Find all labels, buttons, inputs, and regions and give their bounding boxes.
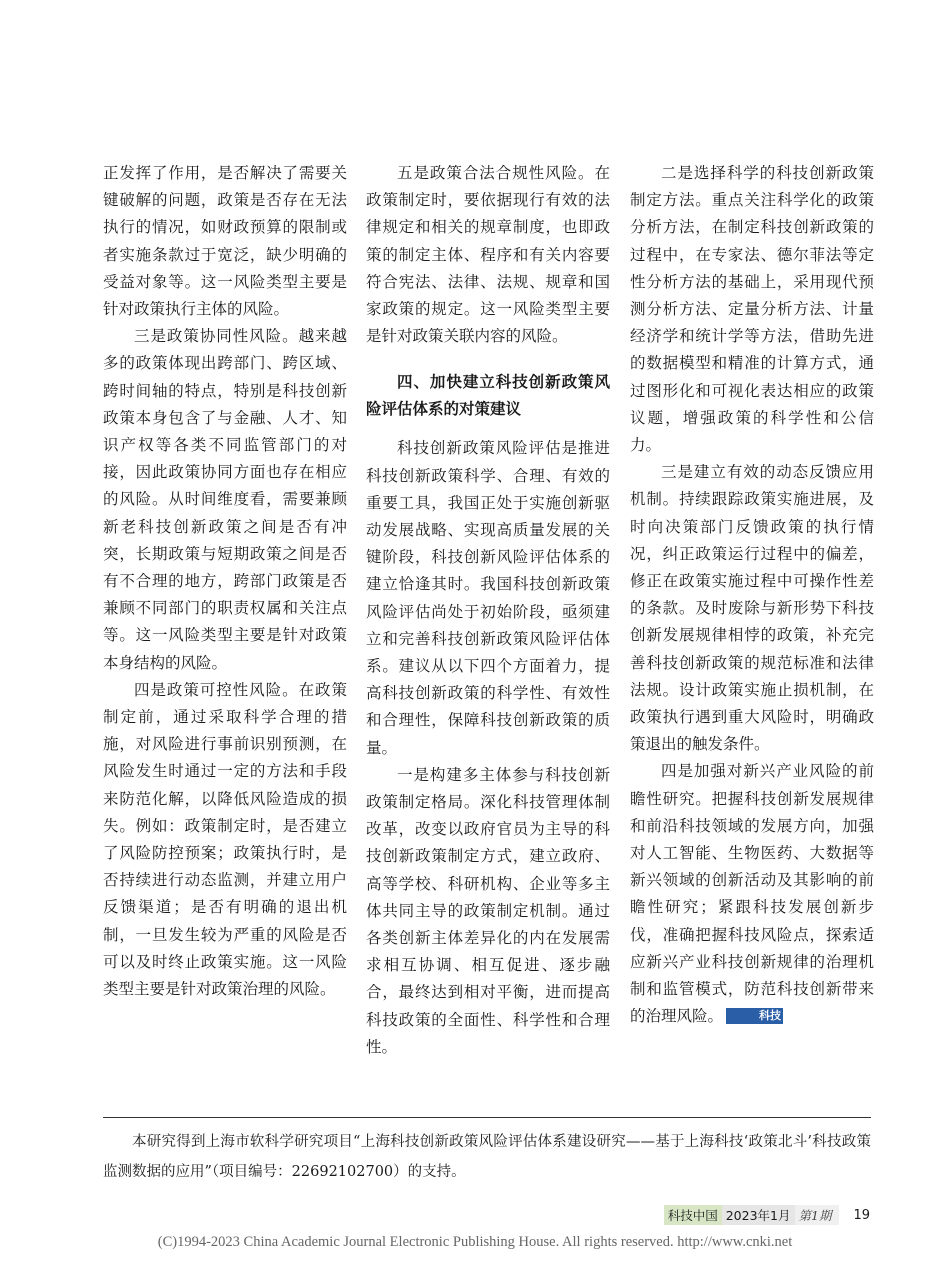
paragraph: 科技创新政策风险评估是推进科技创新政策科学、合理、有效的重要工具，我国正处于实施创新驱动发展战略、实现高质量发展的关键阶段，科技创新风险评估体系的建立恰逢其时。我国科技创新政策风险评估尚处于初始阶段，亟须建立和完善科技创新政策风险评估体系。建议从以下四个方面着力，提高科技创新政策的科学性、有效性和合理性，保障科技创新政策的质量。 xyxy=(366,439,610,757)
paragraph: 四是政策可控性风险。在政策制定前，通过采取科学合理的措施，对风险进行事前识别预测，在风险发生时通过一定的方法和手段来防范化解，以降低风险造成的损失。例如：政策制定时，是否建立了风险防控预案；政策执行时，是否持续进行动态监测，并建立用户反馈渠道；是否有明确的退出机制，一旦发生较为严重的风险是否可以及时终止政策实施。这一风险类型主要是针对政策治理的风险。 xyxy=(103,680,347,999)
paragraph: 三是政策协同性风险。越来越多的政策体现出跨部门、跨区域、跨时间轴的特点，特别是科技创新政策本身包含了与金融、人才、知识产权等各类不同监管部门的对接，因此政策协同方面也存在相应的风险。从时间维度看，需要兼顾新老科技创新政策之间是否有冲突，长期政策与短期政策之间是否有不合理的地方，跨部门政策是否兼顾不同部门的职责权属和关注点等。这一风险类型主要是针对政策本身结构的风险。 xyxy=(103,327,347,672)
section-heading: 四、加快建立科技创新政策风险评估体系的对策建议 xyxy=(366,373,610,419)
journal-name: 科技中国 xyxy=(664,1205,722,1225)
text-column-right xyxy=(630,160,874,1031)
paragraph-final xyxy=(630,758,874,1030)
paragraph: 五是政策合法合规性风险。在政策制定时，要依据现行有效的法律规定和相关的规章制度，也即政策的制定主体、程序和有关内容要符合宪法、法律、法规、规章和国家政策的规定。这一风险类型主要是针对政策关联内容的风险。 xyxy=(366,164,610,346)
text-column-middle xyxy=(366,160,610,1061)
paragraph: 一是构建多主体参与科技创新政策制定格局。深化科技管理体制改革，改变以政府官员为主导的科技创新政策制定方式，建立政府、高等学校、科研机构、企业等多主体共同主导的政策制定机制。通过各类创新主体差异化的内在发展需求相互协调、相互促进、逐步融合，最终达到相对平衡，进而提高科技政策的全面性、科学性和合理性。 xyxy=(366,765,610,1056)
footnote-divider xyxy=(103,1117,871,1118)
copyright-line: (C)1994-2023 China Academic Journal Electronic Publishing House. All rights reserved. http://www.cnki.net xyxy=(157,1234,793,1250)
page-footer xyxy=(664,1206,870,1224)
paragraph: 正发挥了作用，是否解决了需要关键破解的问题，政策是否存在无法执行的情况，如财政预算的限制或者实施条款过于宽泛，缺少明确的受益对象等。这一风险类型主要是针对政策执行主体的风险。 xyxy=(103,164,347,319)
footnote: 本研究得到上海市软科学研究项目“上海科技创新政策风险评估体系建设研究——基于上海科技‘政策北斗’科技政策监测数据的应用”（项目编号：22692102700）的支持。 xyxy=(103,1134,871,1180)
page-number: 19 xyxy=(853,1207,870,1223)
paragraph: 三是建立有效的动态反馈应用机制。持续跟踪政策实施进展，及时向决策部门反馈政策的执行情况，纠正政策运行过程中的偏差，修正在政策实施过程中可操作性差的条款。及时废除与新形势下科技创新发展规律相悖的政策，补充完善科技创新政策的规范标准和法律法规。设计政策实施止损机制，在政策执行遇到重大风险时，明确政策退出的触发条件。 xyxy=(630,463,874,754)
paragraph-text: 四是加强对新兴产业风险的前瞻性研究。把握科技创新发展规律和前沿科技领域的发展方向，加强对人工智能、生物医药、大数据等新兴领域的创新活动及其影响的前瞻性研究；紧跟科技发展创新步伐，准确把握科技风险点，探索适应新兴产业科技创新规律的治理机制和监管模式，防范科技创新带来的治理风险。 xyxy=(630,762,874,1026)
end-mark-logo: 科技 xyxy=(726,1008,783,1024)
paragraph: 二是选择科学的科技创新政策制定方法。重点关注科学化的政策分析方法，在制定科技创新政策的过程中，在专家法、德尔菲法等定性分析方法的基础上，采用现代预测分析方法、定量分析方法、计量经济学和统计学等方法，借助先进的数据模型和精准的计算方式，通过图形化和可视化表达相应的政策议题，增强政策的科学性和公信力。 xyxy=(630,164,874,455)
issue-number: 第1期 xyxy=(795,1205,840,1225)
text-column-left xyxy=(103,160,347,1003)
issue-date: 2023年1月 xyxy=(722,1205,795,1225)
